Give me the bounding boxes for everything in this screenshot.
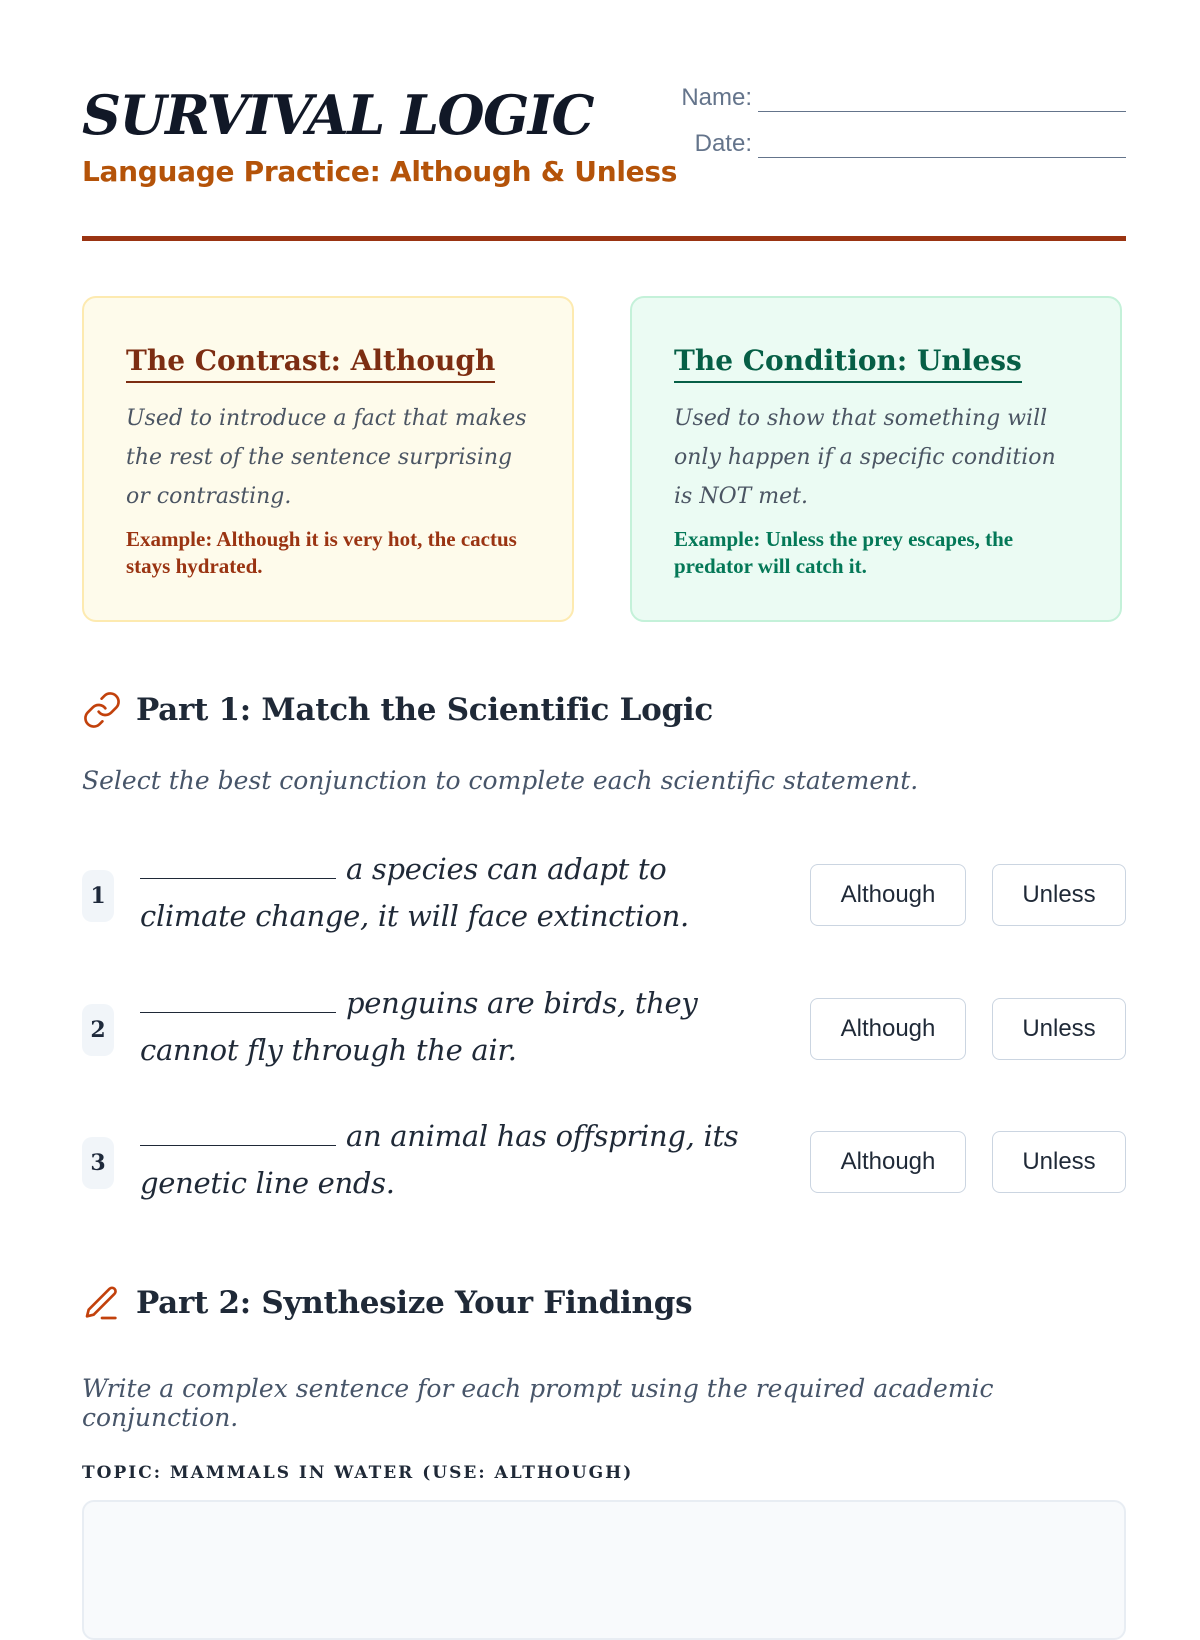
unless-card-description: Used to show that something will only happen if a specific condition is NOT met. <box>674 406 1056 509</box>
although-definition-card <box>82 296 574 622</box>
worksheet-subtitle: Language Practice: Although & Unless <box>82 155 678 188</box>
unless-option-button[interactable]: Unless <box>992 864 1126 926</box>
part1-heading-text: Part 1: Match the Scientific Logic <box>136 692 713 728</box>
unless-option-button[interactable]: Unless <box>992 998 1126 1060</box>
date-input-line[interactable] <box>758 133 1126 158</box>
although-card-title: The Contrast: Although <box>126 342 495 383</box>
unless-card-example: Example: Unless the prey escapes, the predator will catch it. <box>674 527 1014 578</box>
date-field[interactable] <box>695 130 1126 158</box>
part2-heading-text: Part 2: Synthesize Your Findings <box>136 1285 693 1321</box>
although-option-button[interactable]: Although <box>810 998 966 1060</box>
worksheet-page <box>82 0 1126 1600</box>
worksheet-title: SURVIVAL LOGIC <box>82 83 593 147</box>
name-field[interactable] <box>681 84 1126 112</box>
question-3 <box>82 1113 1126 1203</box>
question-text: a species can adapt to climate change, it will face extinction. <box>140 852 689 933</box>
part2-instructions: Write a complex sentence for each prompt using the required academic conjunction. <box>82 1374 994 1432</box>
question-number: 2 <box>82 1004 114 1056</box>
question-text: an animal has offspring, its genetic line ends. <box>140 1119 739 1200</box>
answer-blank <box>140 852 336 879</box>
answer-blank <box>140 1119 336 1146</box>
question-text-wrapper <box>140 846 766 940</box>
unless-card-title: The Condition: Unless <box>674 342 1022 383</box>
question-text: penguins are birds, they cannot fly through the air. <box>140 986 698 1067</box>
question-number: 3 <box>82 1137 114 1189</box>
pencil-icon <box>82 1283 122 1323</box>
unless-option-button[interactable]: Unless <box>992 1131 1126 1193</box>
although-card-example: Example: Although it is very hot, the cactus stays hydrated. <box>126 527 517 578</box>
date-label: Date: <box>694 130 752 157</box>
question-2 <box>82 980 1126 1070</box>
question-number: 1 <box>82 870 114 922</box>
answer-textarea[interactable] <box>82 1500 1126 1640</box>
name-input-line[interactable] <box>758 87 1126 112</box>
question-1 <box>82 846 1126 936</box>
answer-blank <box>140 986 336 1013</box>
part1-heading <box>82 690 713 730</box>
name-label: Name: <box>681 84 752 111</box>
question-text-wrapper <box>140 1113 766 1207</box>
although-option-button[interactable]: Although <box>810 1131 966 1193</box>
part1-instructions: Select the best conjunction to complete each scientific statement. <box>82 766 919 795</box>
unless-definition-card <box>630 296 1122 622</box>
topic-label: TOPIC: MAMMALS IN WATER (USE: ALTHOUGH) <box>82 1463 634 1483</box>
question-text-wrapper <box>140 980 766 1074</box>
header-divider <box>82 236 1126 241</box>
link-icon <box>82 690 122 730</box>
although-option-button[interactable]: Although <box>810 864 966 926</box>
part2-heading <box>82 1283 692 1323</box>
although-card-description: Used to introduce a fact that makes the rest of the sentence surprising or contrasting. <box>126 406 527 509</box>
